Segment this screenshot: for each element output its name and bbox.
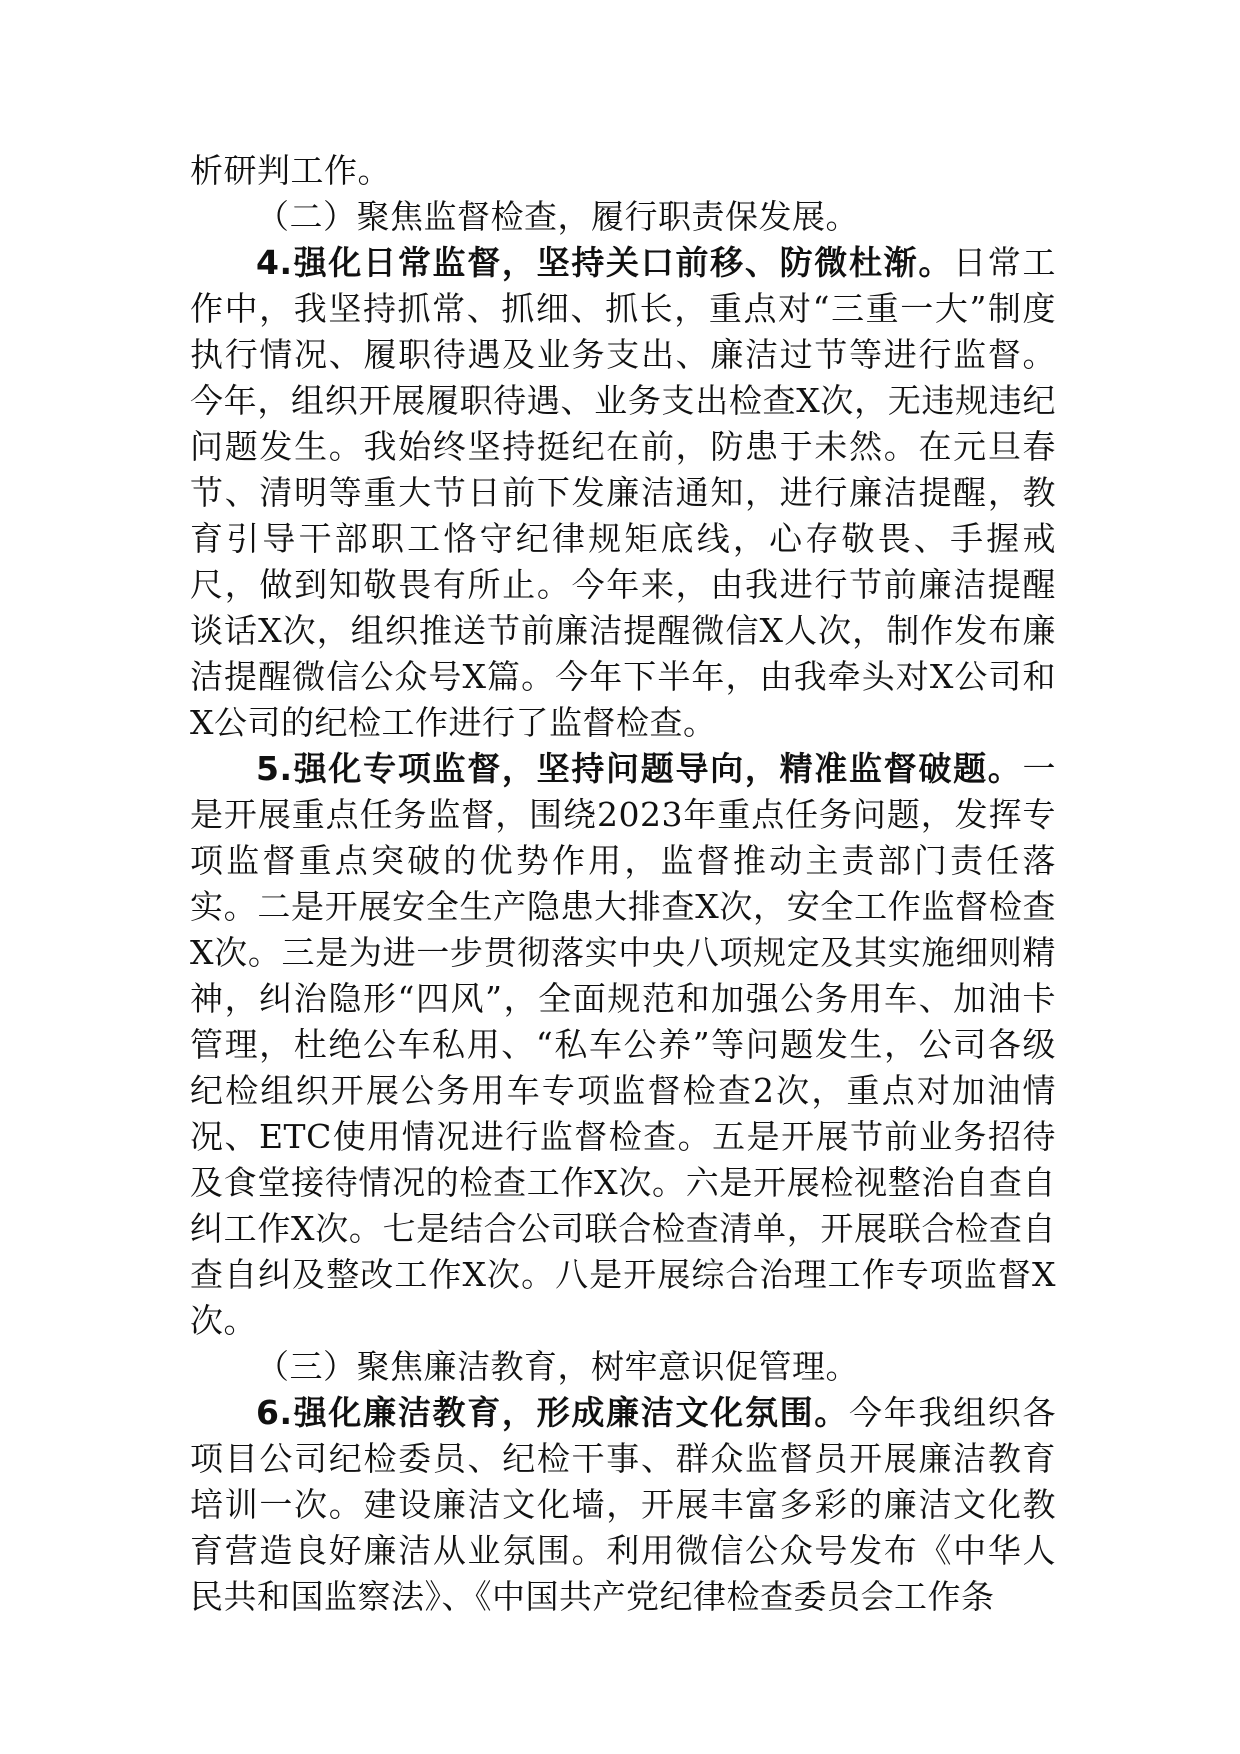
paragraph-item-5 — [190, 746, 1056, 1344]
section-heading-two — [190, 194, 1056, 240]
paragraph-lead: 6.强化廉洁教育，形成廉洁文化氛围。 — [256, 1393, 849, 1432]
paragraph-text: 日常工作中，我坚持抓常、抓细、抓长，重点对“三重一大”制度执行情况、履职待遇及业务支出、廉洁过节等进行监督。今年，组织开展履职待遇、业务支出检查X次，无违规违纪问题发生。我始终坚持挺纪在前，防患于未然。在元旦春节、清明等重大节日前下发廉洁通知，进行廉洁提醒，教育引导干部职工恪守纪律规矩底线，心存敬畏、手握戒尺，做到知敬畏有所止。今年来，由我进行节前廉洁提醒谈话X次，组织推送节前廉洁提醒微信X人次，制作发布廉洁提醒微信公众号X篇。今年下半年，由我牵头对X公司和X公司的纪检工作进行了监督检查。 — [190, 243, 1057, 742]
paragraph-text: 今年我组织各项目公司纪检委员、纪检干事、群众监督员开展廉洁教育培训一次。建设廉洁文化墙，开展丰富多彩的廉洁文化教育营造良好廉洁从业氛围。利用微信公众号发布《中华人民共和国监察法》、《中国共产党纪律检查委员会工作条 — [190, 1393, 1057, 1616]
section-heading-text: （三）聚焦廉洁教育，树牢意识促管理。 — [256, 1347, 859, 1386]
paragraph-continuation — [190, 148, 1056, 194]
paragraph-lead: 4.强化日常监督，坚持关口前移、防微杜渐。 — [256, 243, 954, 282]
paragraph-text: 析研判工作。 — [190, 151, 391, 190]
document-page — [190, 148, 1056, 1620]
section-heading-text: （二）聚焦监督检查，履行职责保发展。 — [256, 197, 859, 236]
paragraph-lead: 5.强化专项监督，坚持问题导向，精准监督破题。 — [256, 749, 1023, 788]
paragraph-item-6 — [190, 1390, 1056, 1620]
paragraph-text: 一是开展重点任务监督，围绕2023年重点任务问题，发挥专项监督重点突破的优势作用，监督推动主责部门责任落实。二是开展安全生产隐患大排查X次，安全工作监督检查X次。三是为进一步贯彻落实中央八项规定及其实施细则精神，纠治隐形“四风”，全面规范和加强公务用车、加油卡管理，杜绝公车私用、“私车公养”等问题发生，公司各级纪检组织开展公务用车专项监督检查2次，重点对加油情况、ETC使用情况进行监督检查。五是开展节前业务招待及食堂接待情况的检查工作X次。六是开展检视整治自查自纠工作X次。七是结合公司联合检查清单，开展联合检查自查自纠及整改工作X次。八是开展综合治理工作专项监督X次。 — [190, 749, 1056, 1340]
paragraph-item-4 — [190, 240, 1056, 746]
section-heading-three — [190, 1344, 1056, 1390]
